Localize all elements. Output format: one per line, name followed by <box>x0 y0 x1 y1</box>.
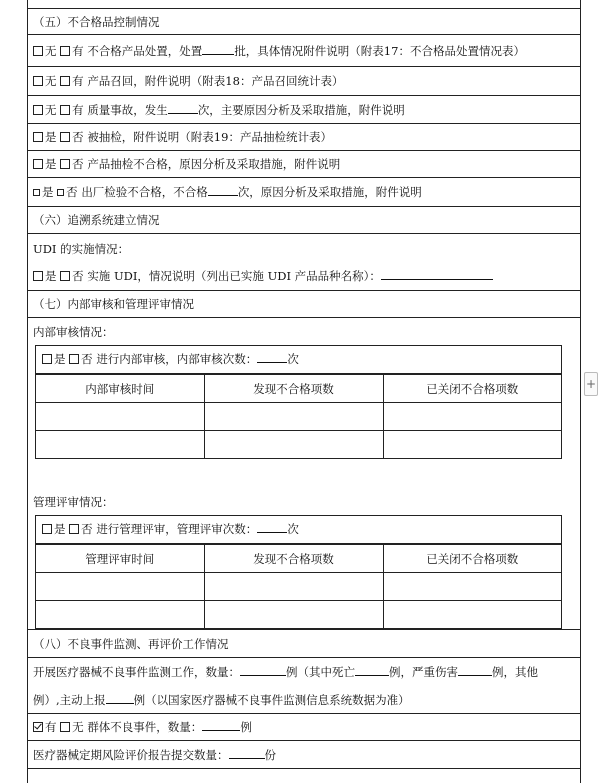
table-cell[interactable] <box>36 431 204 459</box>
checkbox-yes-checked[interactable] <box>33 722 43 732</box>
adverse-event-line-1: 开展医疗器械不良事件监测工作，数量： 例（其中死亡 例，严重伤害 例，其他 <box>33 665 538 679</box>
checkbox-yes[interactable] <box>33 189 40 196</box>
blank-accident-count[interactable] <box>168 101 198 114</box>
checkbox-no[interactable] <box>57 189 64 196</box>
blank-event-count[interactable] <box>240 663 286 676</box>
blank-report-count[interactable] <box>229 746 265 759</box>
section-7-spacer <box>27 600 581 630</box>
table-cell[interactable] <box>383 431 561 459</box>
checkbox-no[interactable] <box>69 354 79 364</box>
internal-audit-label: 内部审核情况： <box>33 325 114 339</box>
checkbox-no[interactable] <box>69 524 79 534</box>
management-review-label: 管理评审情况： <box>33 495 114 509</box>
checkbox-none[interactable] <box>33 46 43 56</box>
table-cell[interactable] <box>36 573 204 601</box>
table-cell[interactable] <box>204 403 383 431</box>
adverse-event-line-2: 例）,主动上报 例（以国家医疗器械不良事件监测信息系统数据为准） <box>33 693 410 707</box>
udi-row: 是 否 实施 UDI，情况说明（列出已实施 UDI 产品品种名称）： <box>27 262 581 291</box>
group-adverse-event-row: 有 无 群体不良事件，数量： 例 <box>27 714 581 741</box>
checkbox-yes[interactable] <box>60 46 70 56</box>
table-cell[interactable] <box>204 431 383 459</box>
add-row-plus-icon[interactable]: + <box>584 372 598 396</box>
blank-failure-count[interactable] <box>208 183 238 196</box>
blank-reported-count[interactable] <box>106 691 134 704</box>
internal-audit-grid <box>36 374 561 458</box>
sample-failure-row: 是 否 产品抽检不合格，原因分析及采取措施，附件说明 <box>27 151 581 178</box>
section-5-title: （五）不合格品控制情况 <box>27 8 581 35</box>
checkbox-yes[interactable] <box>33 159 43 169</box>
table-row <box>36 431 561 459</box>
blank-injury-count[interactable] <box>458 663 492 676</box>
udi-label: UDI 的实施情况： <box>33 242 130 256</box>
sampled-row: 是 否 被抽检，附件说明（附表19：产品抽检统计表） <box>27 124 581 151</box>
section-6-title: （六）追溯系统建立情况 <box>27 207 581 234</box>
factory-inspection-row: 是 否 出厂检验不合格，不合格 次，原因分析及采取措施，附件说明 <box>27 178 581 207</box>
checkbox-none[interactable] <box>33 76 43 86</box>
table-cell[interactable] <box>383 403 561 431</box>
blank-review-count[interactable] <box>257 520 287 533</box>
section-8-title: （八）不良事件监测、再评价工作情况 <box>27 630 581 658</box>
column-header: 内部审核时间 <box>36 375 204 403</box>
checkbox-no[interactable] <box>60 722 70 732</box>
checkbox-yes[interactable] <box>42 354 52 364</box>
checkbox-yes[interactable] <box>60 105 70 115</box>
management-review-question: 是 否 进行管理评审，管理评审次数： 次 <box>36 516 561 544</box>
column-header: 发现不合格项数 <box>204 545 383 573</box>
column-header: 管理评审时间 <box>36 545 204 573</box>
table-cell[interactable] <box>383 573 561 601</box>
checkbox-no[interactable] <box>60 271 70 281</box>
checkbox-none[interactable] <box>33 105 43 115</box>
adverse-event-monitoring <box>27 658 581 714</box>
table-header-row <box>36 545 561 573</box>
nonconforming-disposal-row: 无 有 不合格产品处置，处置 批，具体情况附件说明（附表17：不合格品处置情况表） <box>27 35 581 67</box>
checkbox-no[interactable] <box>60 132 70 142</box>
column-header: 已关闭不合格项数 <box>383 545 561 573</box>
blank-group-event-count[interactable] <box>202 718 240 731</box>
blank-death-count[interactable] <box>355 663 389 676</box>
checkbox-yes[interactable] <box>60 76 70 86</box>
column-header: 发现不合格项数 <box>204 375 383 403</box>
checkbox-yes[interactable] <box>42 524 52 534</box>
internal-audit-table <box>35 345 562 459</box>
recall-row: 无 有 产品召回，附件说明（附表18：产品召回统计表） <box>27 67 581 96</box>
column-header: 已关闭不合格项数 <box>383 375 561 403</box>
risk-report-row: 医疗器械定期风险评价报告提交数量： 份 <box>27 741 581 769</box>
table-row <box>36 573 561 601</box>
table-cell[interactable] <box>204 573 383 601</box>
blank-batch-count[interactable] <box>202 42 234 55</box>
checkbox-yes[interactable] <box>33 271 43 281</box>
internal-audit-question: 是 否 进行内部审核，内部审核次数： 次 <box>36 346 561 374</box>
blank-udi-products[interactable] <box>381 267 493 280</box>
checkbox-yes[interactable] <box>33 132 43 142</box>
quality-accident-row: 无 有 质量事故，发生 次，主要原因分析及采取措施，附件说明 <box>27 96 581 124</box>
blank-audit-count[interactable] <box>257 350 287 363</box>
section-7-title: （七）内部审核和管理评审情况 <box>27 291 581 318</box>
checkbox-no[interactable] <box>60 159 70 169</box>
table-cell[interactable] <box>36 403 204 431</box>
table-header-row <box>36 375 561 403</box>
table-row <box>36 403 561 431</box>
